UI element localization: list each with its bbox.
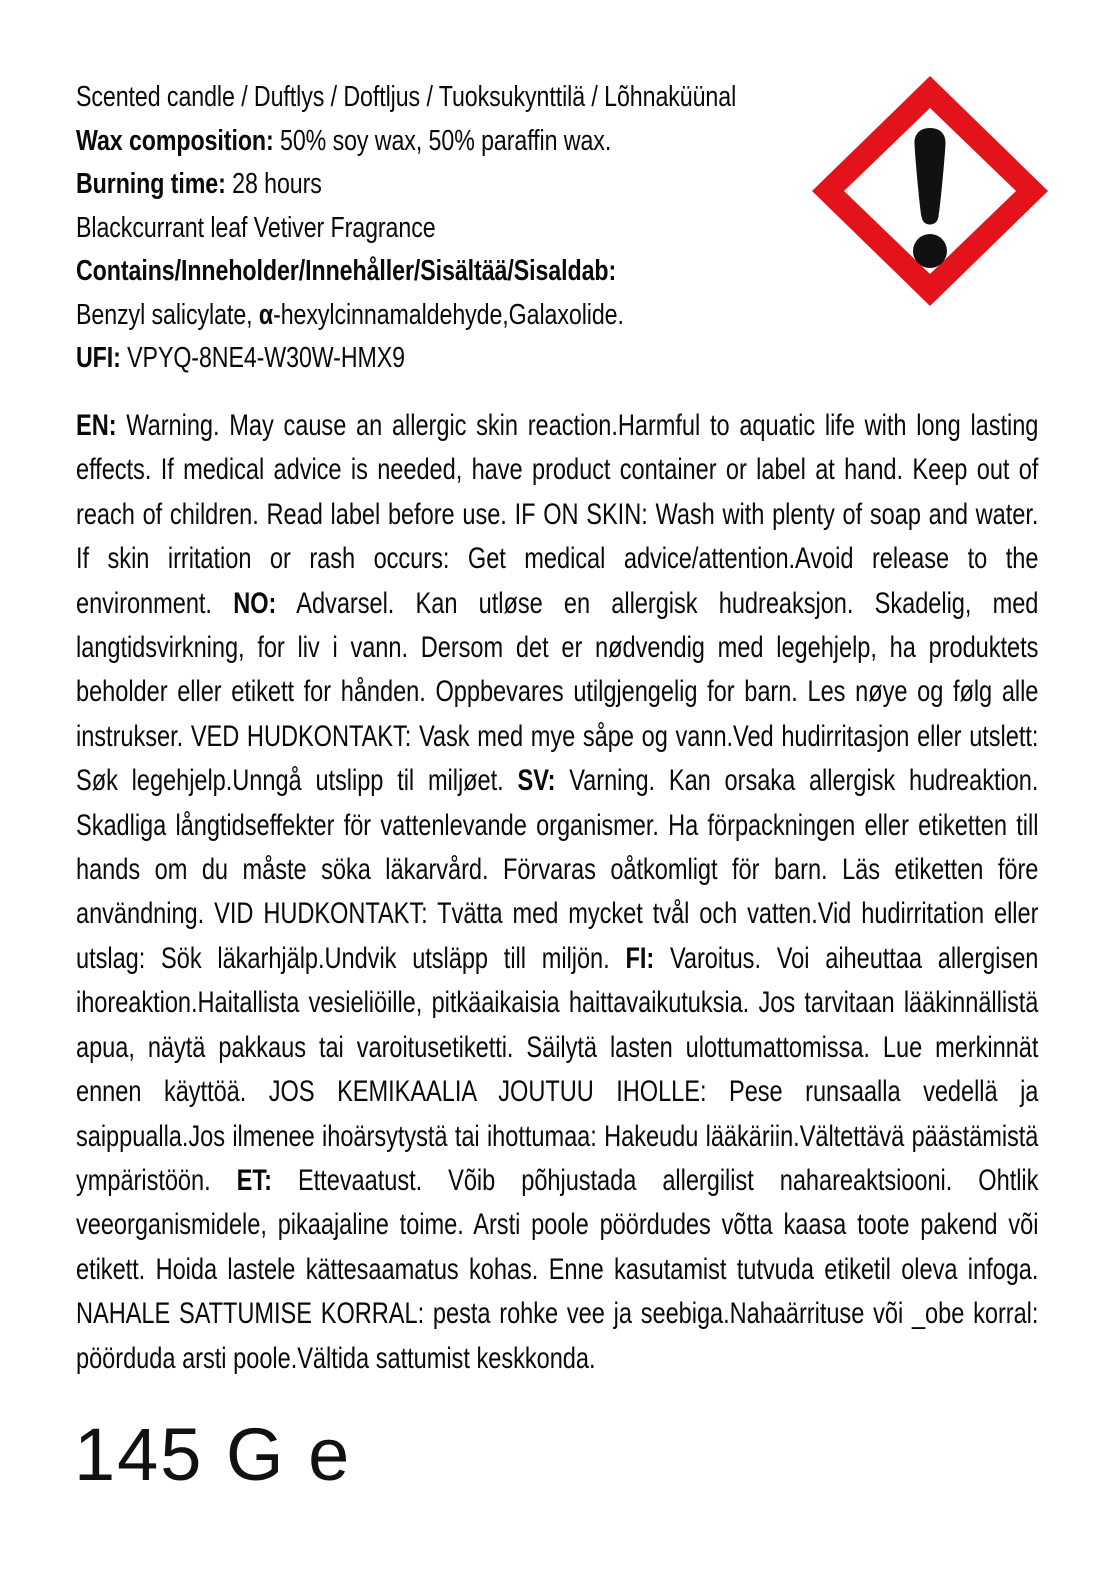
ufi-line	[76, 337, 776, 381]
alpha-symbol: α	[258, 298, 274, 331]
net-weight	[74, 1412, 351, 1498]
wax-composition-label: Wax composition:	[76, 124, 274, 157]
ufi-label: UFI:	[76, 342, 121, 374]
warning-lang-no-text: Advarsel. Kan utløse en allergisk hudreaksjon. Skadelig, med langtidsvirkning, for liv i vann. Dersom det er nødvendig med legehjelp, ha produktets beholder eller etikett for hånden. Oppbevares utilgjengelig for barn. Les nøye og følg alle instrukser. VED HUDKONTAKT: Vask med mye såpe og vann.Ved hudirritasjon eller utslett: Søk legehjelp.Unngå utslipp til miljøet.	[76, 586, 1039, 798]
fragrance-line	[76, 207, 776, 251]
warning-lang-no-code: NO:	[233, 586, 277, 620]
warning-lang-et-code: ET:	[236, 1163, 272, 1197]
product-name-text: Scented candle / Duftlys / Doftljus / Tuoksukynttilä / Lõhnaküünal	[76, 81, 737, 113]
burning-time-line	[76, 163, 776, 207]
contains-label: Contains/Inneholder/Innehåller/Sisältää/Sisaldab:	[76, 255, 617, 287]
wax-composition-line	[76, 120, 776, 164]
product-name-line	[76, 76, 776, 120]
contains-value-part1: Benzyl salicylate,	[76, 298, 259, 331]
burning-time-label: Burning time:	[76, 168, 226, 200]
contains-value-line	[76, 294, 776, 338]
contains-label-line	[76, 250, 776, 294]
burning-time-value: 28 hours	[225, 168, 322, 200]
contains-value-part2: -hexylcinnamaldehyde,Galaxolide.	[273, 298, 624, 331]
warning-lang-en-code: EN:	[76, 409, 117, 442]
fragrance-text: Blackcurrant leaf Vetiver Fragrance	[76, 211, 436, 244]
ufi-value: VPYQ-8NE4-W30W-HMX9	[120, 342, 405, 374]
warning-lang-fi-text: Varoitus. Voi aiheuttaa allergisen ihoreaktion.Haitallista vesieliöille, pitkäaikaisia haittavaikutuksia. Jos tarvitaan lääkinnällistä apua, näytä pakkaus tai varoitusetiketti. Säilytä lasten ulottumattomissa. Lue merkinnät ennen käyttöä. JOS KEMIKAALIA JOUTUU IHOLLE: Pese runsaalla vedellä ja saippualla.Jos ilmenee ihoärsytystä tai ihottumaa: Hakeudu lääkäriin.Vältettävä päästämistä ympäristöön.	[76, 941, 1039, 1197]
exclamation-dot-icon	[913, 234, 947, 268]
warning-lang-sv-code: SV:	[517, 764, 556, 798]
wax-composition-value: 50% soy wax, 50% paraffin wax.	[273, 124, 612, 157]
multilingual-warning-text	[76, 404, 1038, 1381]
net-weight-value: 145 G e	[74, 1413, 352, 1496]
warning-lang-fi-code: FI:	[625, 941, 655, 975]
ghs07-exclamation-pictogram	[806, 70, 1054, 312]
warning-lang-sv-text: Varning. Kan orsaka allergisk hudreaktion. Skadliga långtidseffekter för vattenlevande organismer. Ha förpackningen eller etiketten till hands om du måste söka läkarvård. Förvaras oåtkomligt för barn. Läs etiketten före användning. VID HUDKONTAKT: Tvätta med mycket tvål och vatten.Vid hudirritation eller utslag: Sök läkarhjälp.Undvik utsläpp till miljön.	[76, 764, 1039, 975]
product-info-block	[76, 76, 776, 381]
warning-lang-en-text: Warning. May cause an allergic skin reaction.Harmful to aquatic life with long lasting effects. If medical advice is needed, have product container or label at hand. Keep out of reach of children. Read label before use. IF ON SKIN: Wash with plenty of soap and water. If skin irritation or rash occurs: Get medical advice/attention.Avoid release to the environment.	[76, 409, 1039, 620]
warning-lang-et-text: Ettevaatust. Võib põhjustada allergilist nahareaktsiooni. Ohtlik veeorganismidele, pikaajaline toime. Arsti poole pöördudes võtta kaasa toote pakend või etikett. Hoida lastele kättesaamatus kohas. Enne kasutamist tutvuda etiketil oleva infoga. NAHALE SATTUMISE KORRAL: pesta rohke vee ja seebiga.Nahaärrituse või _obe korral: pöörduda arsti poole.Vältida sattumist keskkonda.	[76, 1163, 1039, 1375]
